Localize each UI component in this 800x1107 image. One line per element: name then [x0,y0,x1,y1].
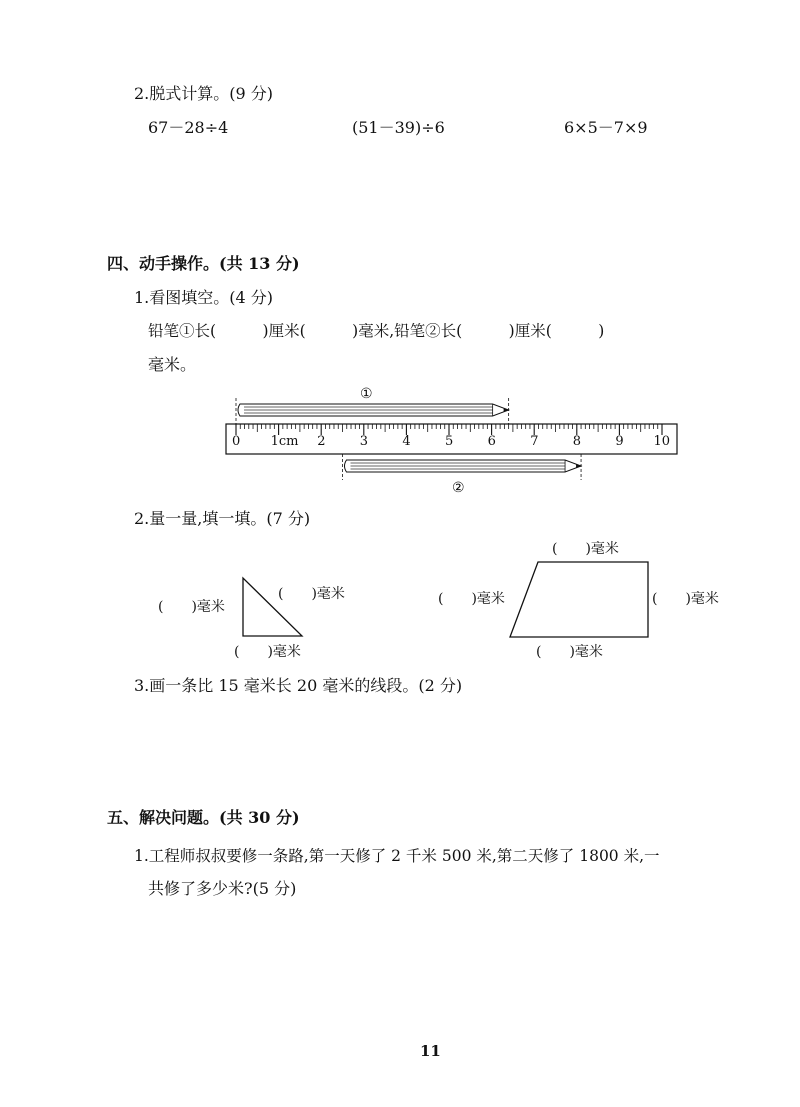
ruler-tick-label: 3 [359,434,369,449]
triangle-bottom-label: ( )毫米 [234,644,301,660]
s4-q2-title: 2.量一量,填一填。(7 分) [134,509,311,528]
pencil-1-label: ① [360,386,373,402]
pencil-2-label: ② [452,480,465,496]
s4-q1-line2: 毫米。 [148,355,197,374]
ruler-tick-label: 8 [572,434,582,449]
section-5-heading: 五、解决问题。(共 30 分) [107,808,300,827]
s5-q1-line2: 共修了多少米?(5 分) [148,879,297,898]
ruler-tick-label: 5 [445,434,454,449]
expression-3: 6×5－7×9 [564,118,648,137]
ruler-tick-label: 7 [530,434,539,449]
ruler-tick-label: 4 [402,434,411,449]
section-4-heading: 四、动手操作。(共 13 分) [107,254,300,273]
ruler-tick-label: 0 [232,434,241,449]
page-number: 11 [420,1042,441,1060]
expression-2: (51－39)÷6 [352,118,445,137]
trapezoid [510,562,648,637]
ruler-tick-label: 2 [317,434,326,449]
trapezoid-left-label: ( )毫米 [438,591,505,607]
ruler-tick-label: 1cm [270,434,299,449]
s4-q1-line1: 铅笔①长( )厘米( )毫米,铅笔②长( )厘米( ) [148,322,605,340]
ruler-tick-label: 6 [487,434,496,449]
trapezoid-top-label: ( )毫米 [552,541,619,557]
q2-calc-title: 2.脱式计算。(9 分) [134,84,274,103]
triangle-left-label: ( )毫米 [158,599,225,615]
trapezoid-bottom-label: ( )毫米 [536,644,603,660]
s5-q1-line1: 1.工程师叔叔要修一条路,第一天修了 2 千米 500 米,第二天修了 1800 米,一 [134,847,660,865]
trapezoid-right-label: ( )毫米 [652,591,719,607]
ruler-tick-label: 9 [615,434,624,449]
triangle-hypotenuse-label: ( )毫米 [278,586,345,602]
s4-q3-title: 3.画一条比 15 毫米长 20 毫米的线段。(2 分) [134,676,463,695]
s4-q1-title: 1.看图填空。(4 分) [134,288,274,307]
expression-1: 67－28÷4 [148,118,229,137]
ruler-tick-label: 10 [653,434,671,449]
